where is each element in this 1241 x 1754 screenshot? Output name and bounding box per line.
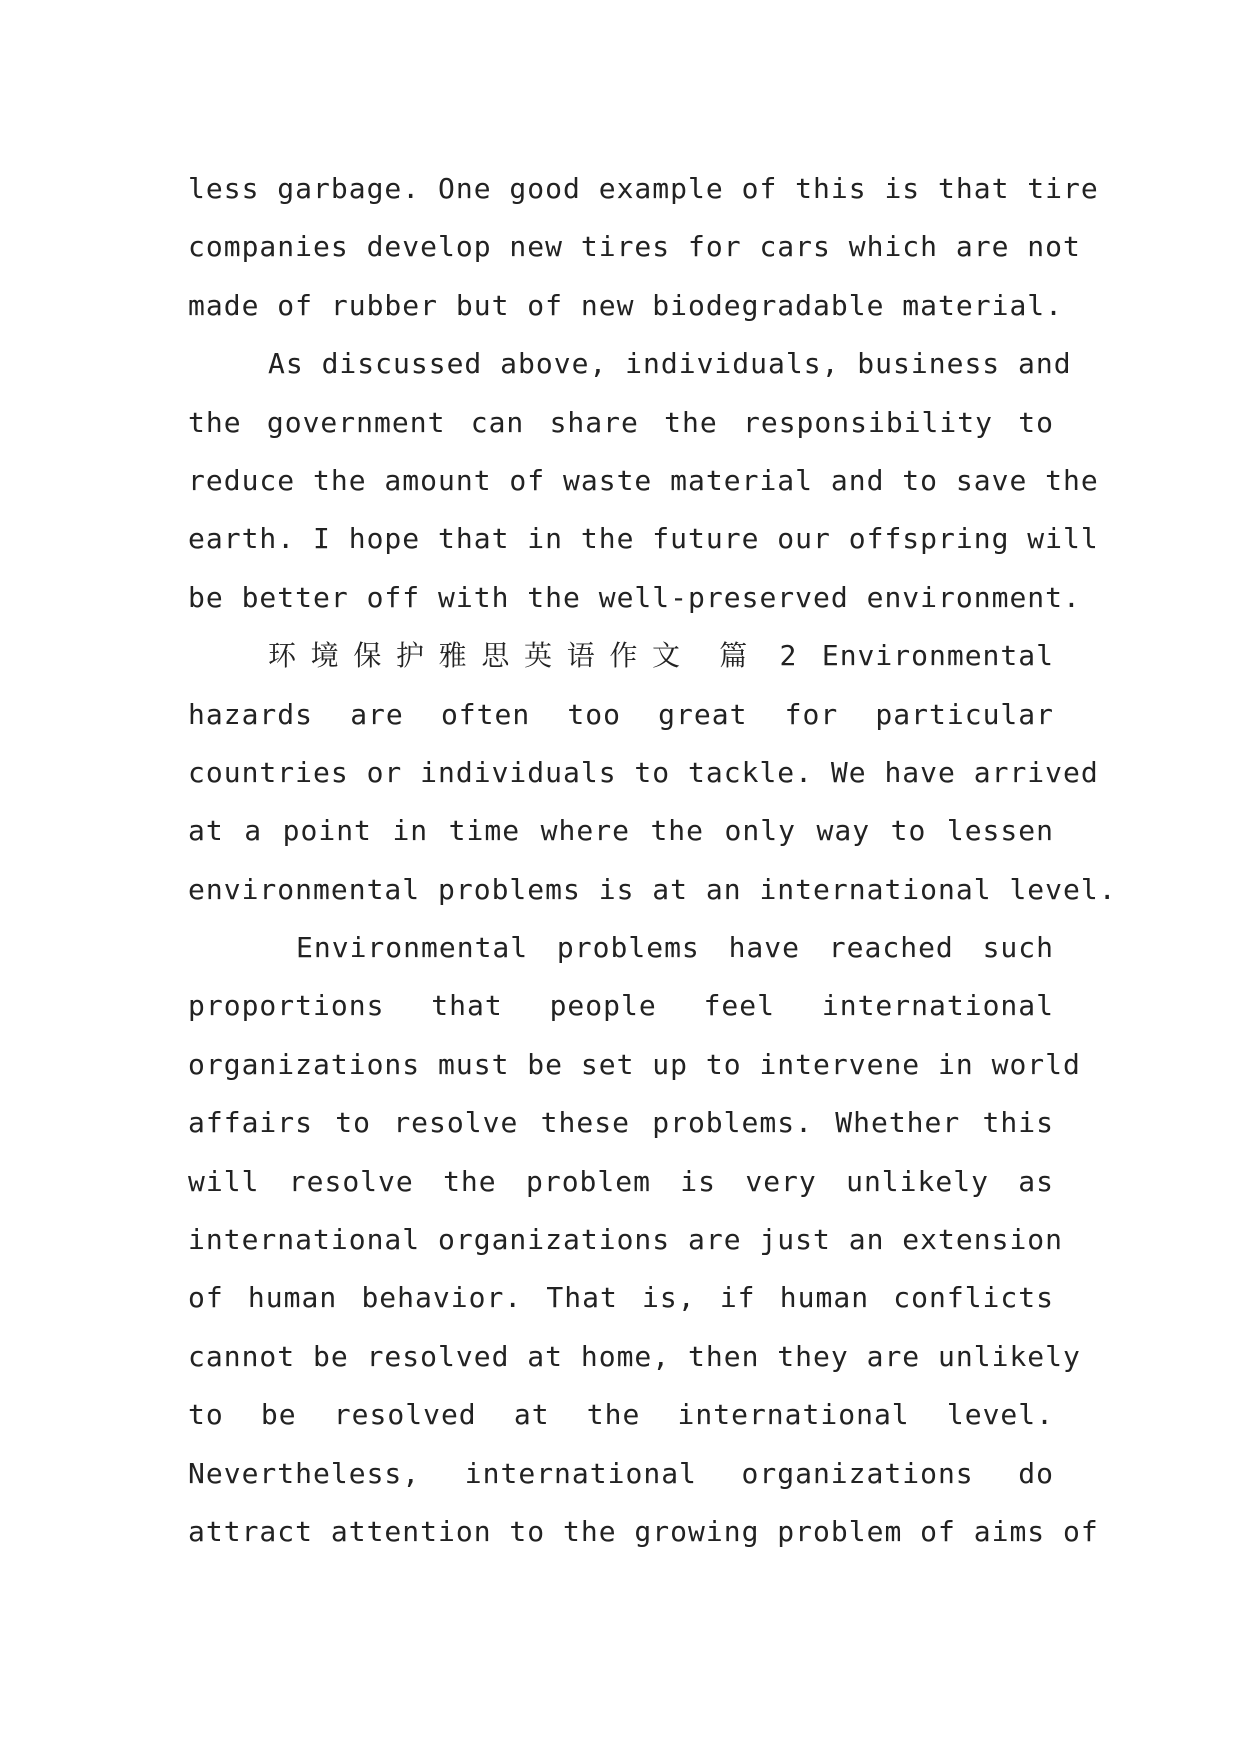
- section-heading-line-rest: Environmental: [821, 639, 1054, 673]
- section-heading-label: 篇 2: [719, 639, 798, 673]
- section-heading-title: 环境保护雅思英语作文: [268, 639, 695, 673]
- paragraph-4-line-7: of human behavior. That is, if human conflicts: [188, 1281, 1054, 1315]
- paragraph-4-line-2: proportions that people feel international: [188, 989, 1054, 1023]
- paragraph-1-line-2: companies develop new tires for cars which are not: [188, 230, 1081, 264]
- section-heading-line: [188, 627, 1054, 685]
- paragraph-4-line-10: Nevertheless, international organizations do: [188, 1456, 1054, 1490]
- paragraph-1-line-1: less garbage. One good example of this is that tire: [188, 172, 1099, 205]
- paragraph-4-line-4: affairs to resolve these problems. Whether this: [188, 1106, 1054, 1140]
- essay-body: [188, 160, 1117, 1561]
- paragraph-3-line-4: environmental problems is at an international level.: [188, 872, 1117, 906]
- paragraph-4-line-11: attract attention to the growing problem of aims of: [188, 1514, 1099, 1548]
- paragraph-1-line-3: made of rubber but of new biodegradable material.: [188, 288, 1064, 322]
- paragraph-2-line-5: be better off with the well-preserved environment.: [188, 580, 1081, 614]
- paragraph-2-line-2: the government can share the responsibility to: [188, 405, 1054, 439]
- paragraph-3-line-2: countries or individuals to tackle. We have arrived: [188, 755, 1099, 789]
- paragraph-4-line-1: Environmental problems have reached such: [296, 931, 1054, 965]
- paragraph-4-line-9: to be resolved at the international level.: [188, 1398, 1054, 1432]
- paragraph-4-line-6: international organizations are just an extension: [188, 1223, 1064, 1257]
- paragraph-4-line-3: organizations must be set up to intervene in world: [188, 1047, 1081, 1081]
- paragraph-2-line-3: reduce the amount of waste material and to save the: [188, 463, 1099, 497]
- paragraph-3-line-3: at a point in time where the only way to lessen: [188, 814, 1054, 848]
- paragraph-2-line-1: As discussed above, individuals, business and: [268, 347, 1072, 381]
- paragraph-3-line-1: hazards are often too great for particular: [188, 697, 1054, 731]
- paragraph-2-line-4: earth. I hope that in the future our offspring will: [188, 522, 1099, 556]
- paragraph-4-line-8: cannot be resolved at home, then they are unlikely: [188, 1339, 1081, 1373]
- paragraph-4-line-5: will resolve the problem is very unlikely as: [188, 1164, 1054, 1198]
